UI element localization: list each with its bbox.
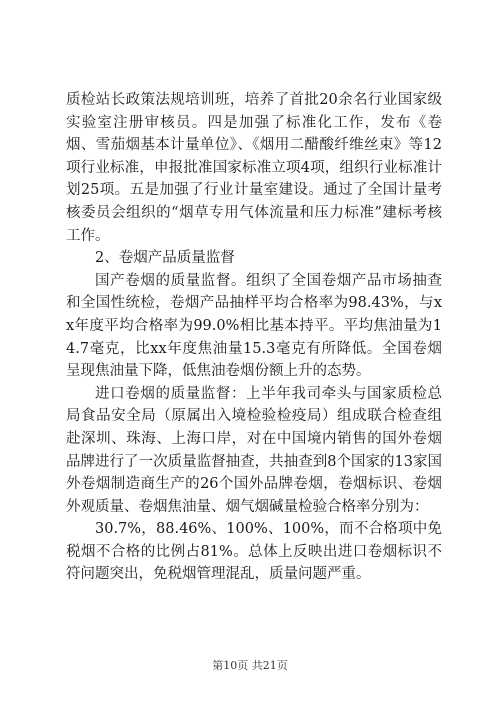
paragraph-results: 30.7%，88.46%、100%、100%，而不合格项中免税烟不合格的比例占81%。总体上反映出进口卷烟标识不符问题突出，免税烟管理混乱，质量问题严重。 (66, 521, 442, 583)
section-heading-product-quality: 2、卷烟产品质量监督 (95, 250, 235, 267)
paragraph-domestic-supervision: 国产卷烟的质量监督。组织了全国卷烟产品市场抽查和全国性统检，卷烟产品抽样平均合格率为98.43%，与xx年度平均合格率为99.0%相比基本持平。平均焦油量为14.7毫克，比xx年度焦油量15.3毫克有所降低。全国卷烟呈现焦油量下降，低焦油卷烟份额上升的态势。 (66, 272, 442, 380)
paragraph-import-supervision: 进口卷烟的质量监督：上半年我司牵头与国家质检总局食品安全局（原属出入境检验检疫局）组成联合检查组赴深圳、珠海、上海口岸，对在中国境内销售的国外卷烟品牌进行了一次质量监督抽查，共抽查到8个国家的13家国外卷烟制造商生产的26个国外品牌卷烟，卷烟标识、卷烟外观质量、卷烟焦油量、烟气烟碱量检验合格率分别为： (66, 385, 442, 515)
paragraph-standards-work: 质检站长政策法规培训班，培养了首批20余名行业国家级实验室注册审核员。四是加强了标准化工作，发布《卷烟、雪茄烟基本计量单位》、《烟用二醋酸纤维丝束》等12项行业标准，申报批准国家标准立项4项，组织行业标准计划25项。五是加强了行业计量室建设。通过了全国计量考核委员会组织的“烟草专用气体流量和压力标准”建标考核工作。 (66, 92, 442, 244)
page-footer: 第10页 共21页 (212, 659, 288, 672)
document-body (66, 89, 442, 586)
